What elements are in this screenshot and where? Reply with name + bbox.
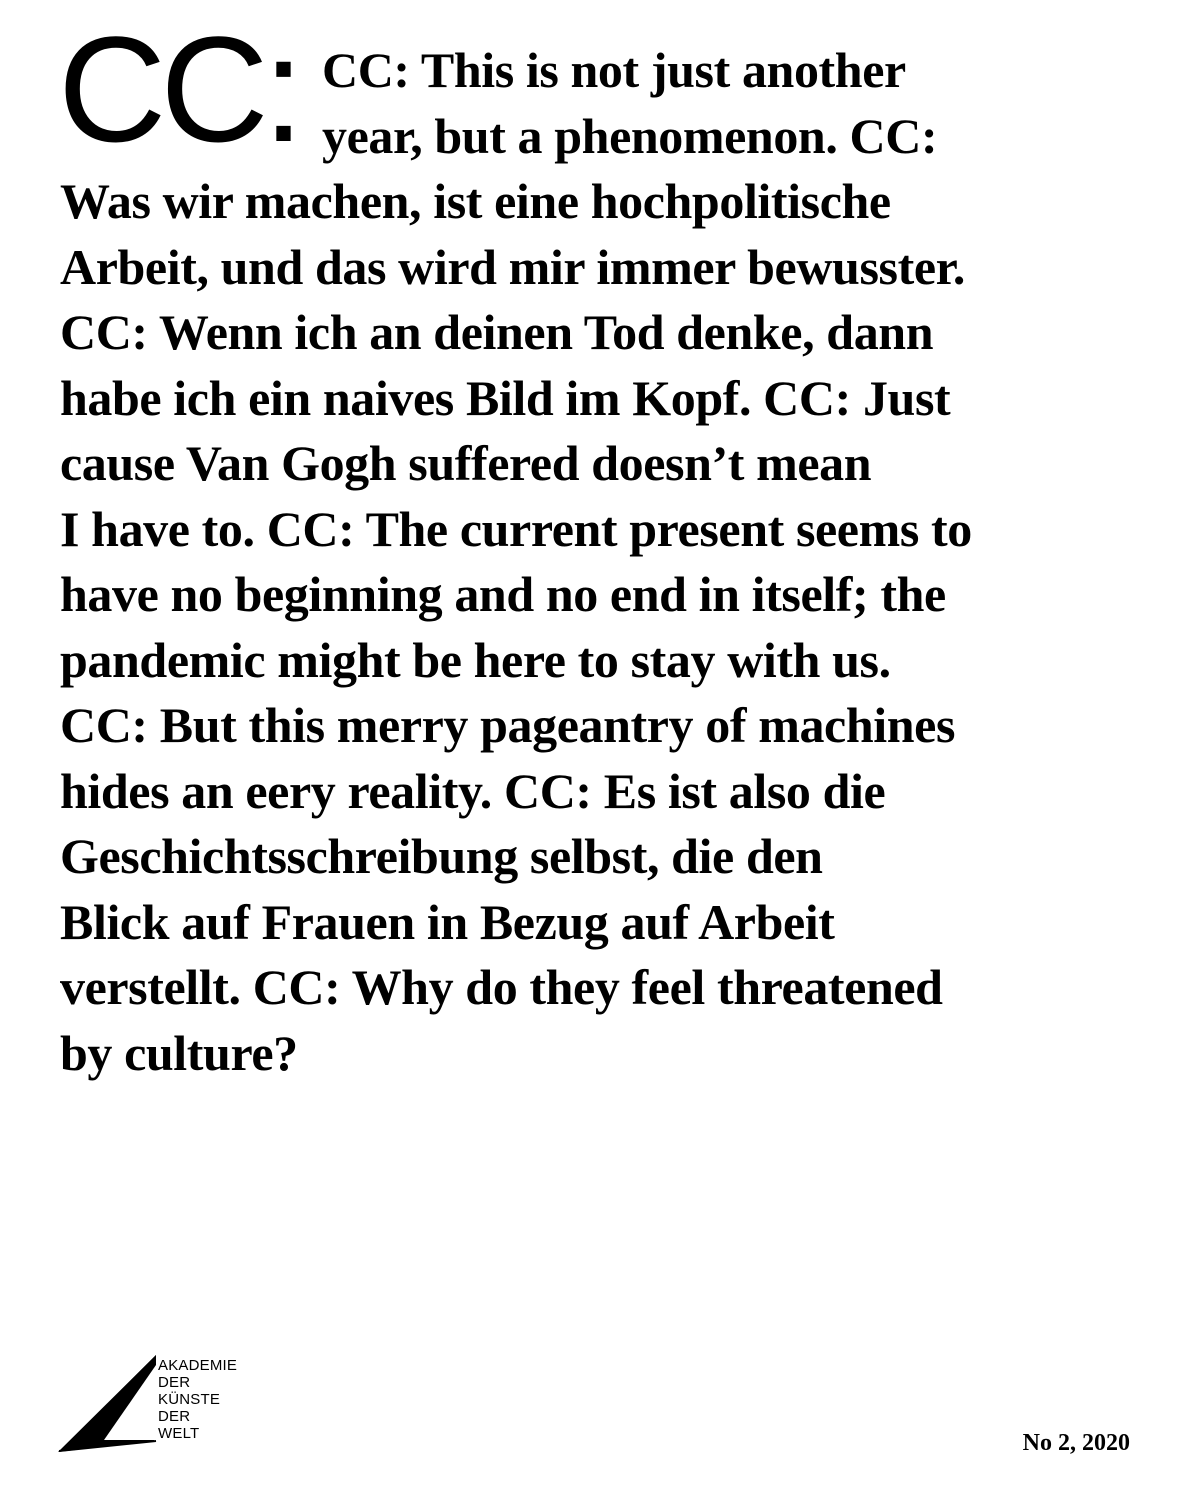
- text-line: by culture?: [60, 1024, 298, 1081]
- text-line: CC: Wenn ich an deinen Tod denke, dann: [60, 304, 934, 360]
- text-line: CC: This is not just another: [322, 42, 906, 98]
- text-line: I have to. CC: The current present seems to: [60, 500, 972, 557]
- text-line: cause Van Gogh suffered doesn’t mean: [60, 435, 872, 491]
- akademie-logo: [58, 1355, 268, 1455]
- akademie-logo-icon: [58, 1355, 158, 1455]
- text-line: pandemic might be here to stay with us.: [60, 631, 891, 688]
- masthead-title: CC:: [58, 5, 299, 173]
- text-line: verstellt. CC: Why do they feel threatened: [60, 959, 943, 1015]
- cover-text: [60, 38, 1155, 1086]
- text-line: Geschichtsschreibung selbst, die den: [60, 828, 823, 884]
- logo-wordmark: [158, 1357, 237, 1442]
- logo-line: KÜNSTE: [158, 1391, 221, 1408]
- issue-number: No 2, 2020: [1022, 1430, 1130, 1456]
- logo-line: WELT: [158, 1425, 200, 1442]
- text-line: year, but a phenomenon. CC:: [322, 107, 938, 164]
- text-line: Blick auf Frauen in Bezug auf Arbeit: [60, 893, 835, 950]
- text-line: hides an eery reality. CC: Es ist also die: [60, 762, 886, 819]
- text-line: CC: But this merry pageantry of machines: [60, 697, 956, 753]
- logo-line: DER: [158, 1374, 191, 1391]
- logo-line: AKADEMIE: [158, 1357, 238, 1374]
- text-line: habe ich ein naives Bild im Kopf. CC: Just: [60, 369, 951, 426]
- text-line: Was wir machen, ist eine hochpolitische: [60, 173, 891, 229]
- text-line: Arbeit, und das wird mir immer bewusster.: [60, 238, 965, 295]
- text-line: have no beginning and no end in itself; the: [60, 566, 946, 622]
- logo-line: DER: [158, 1408, 191, 1425]
